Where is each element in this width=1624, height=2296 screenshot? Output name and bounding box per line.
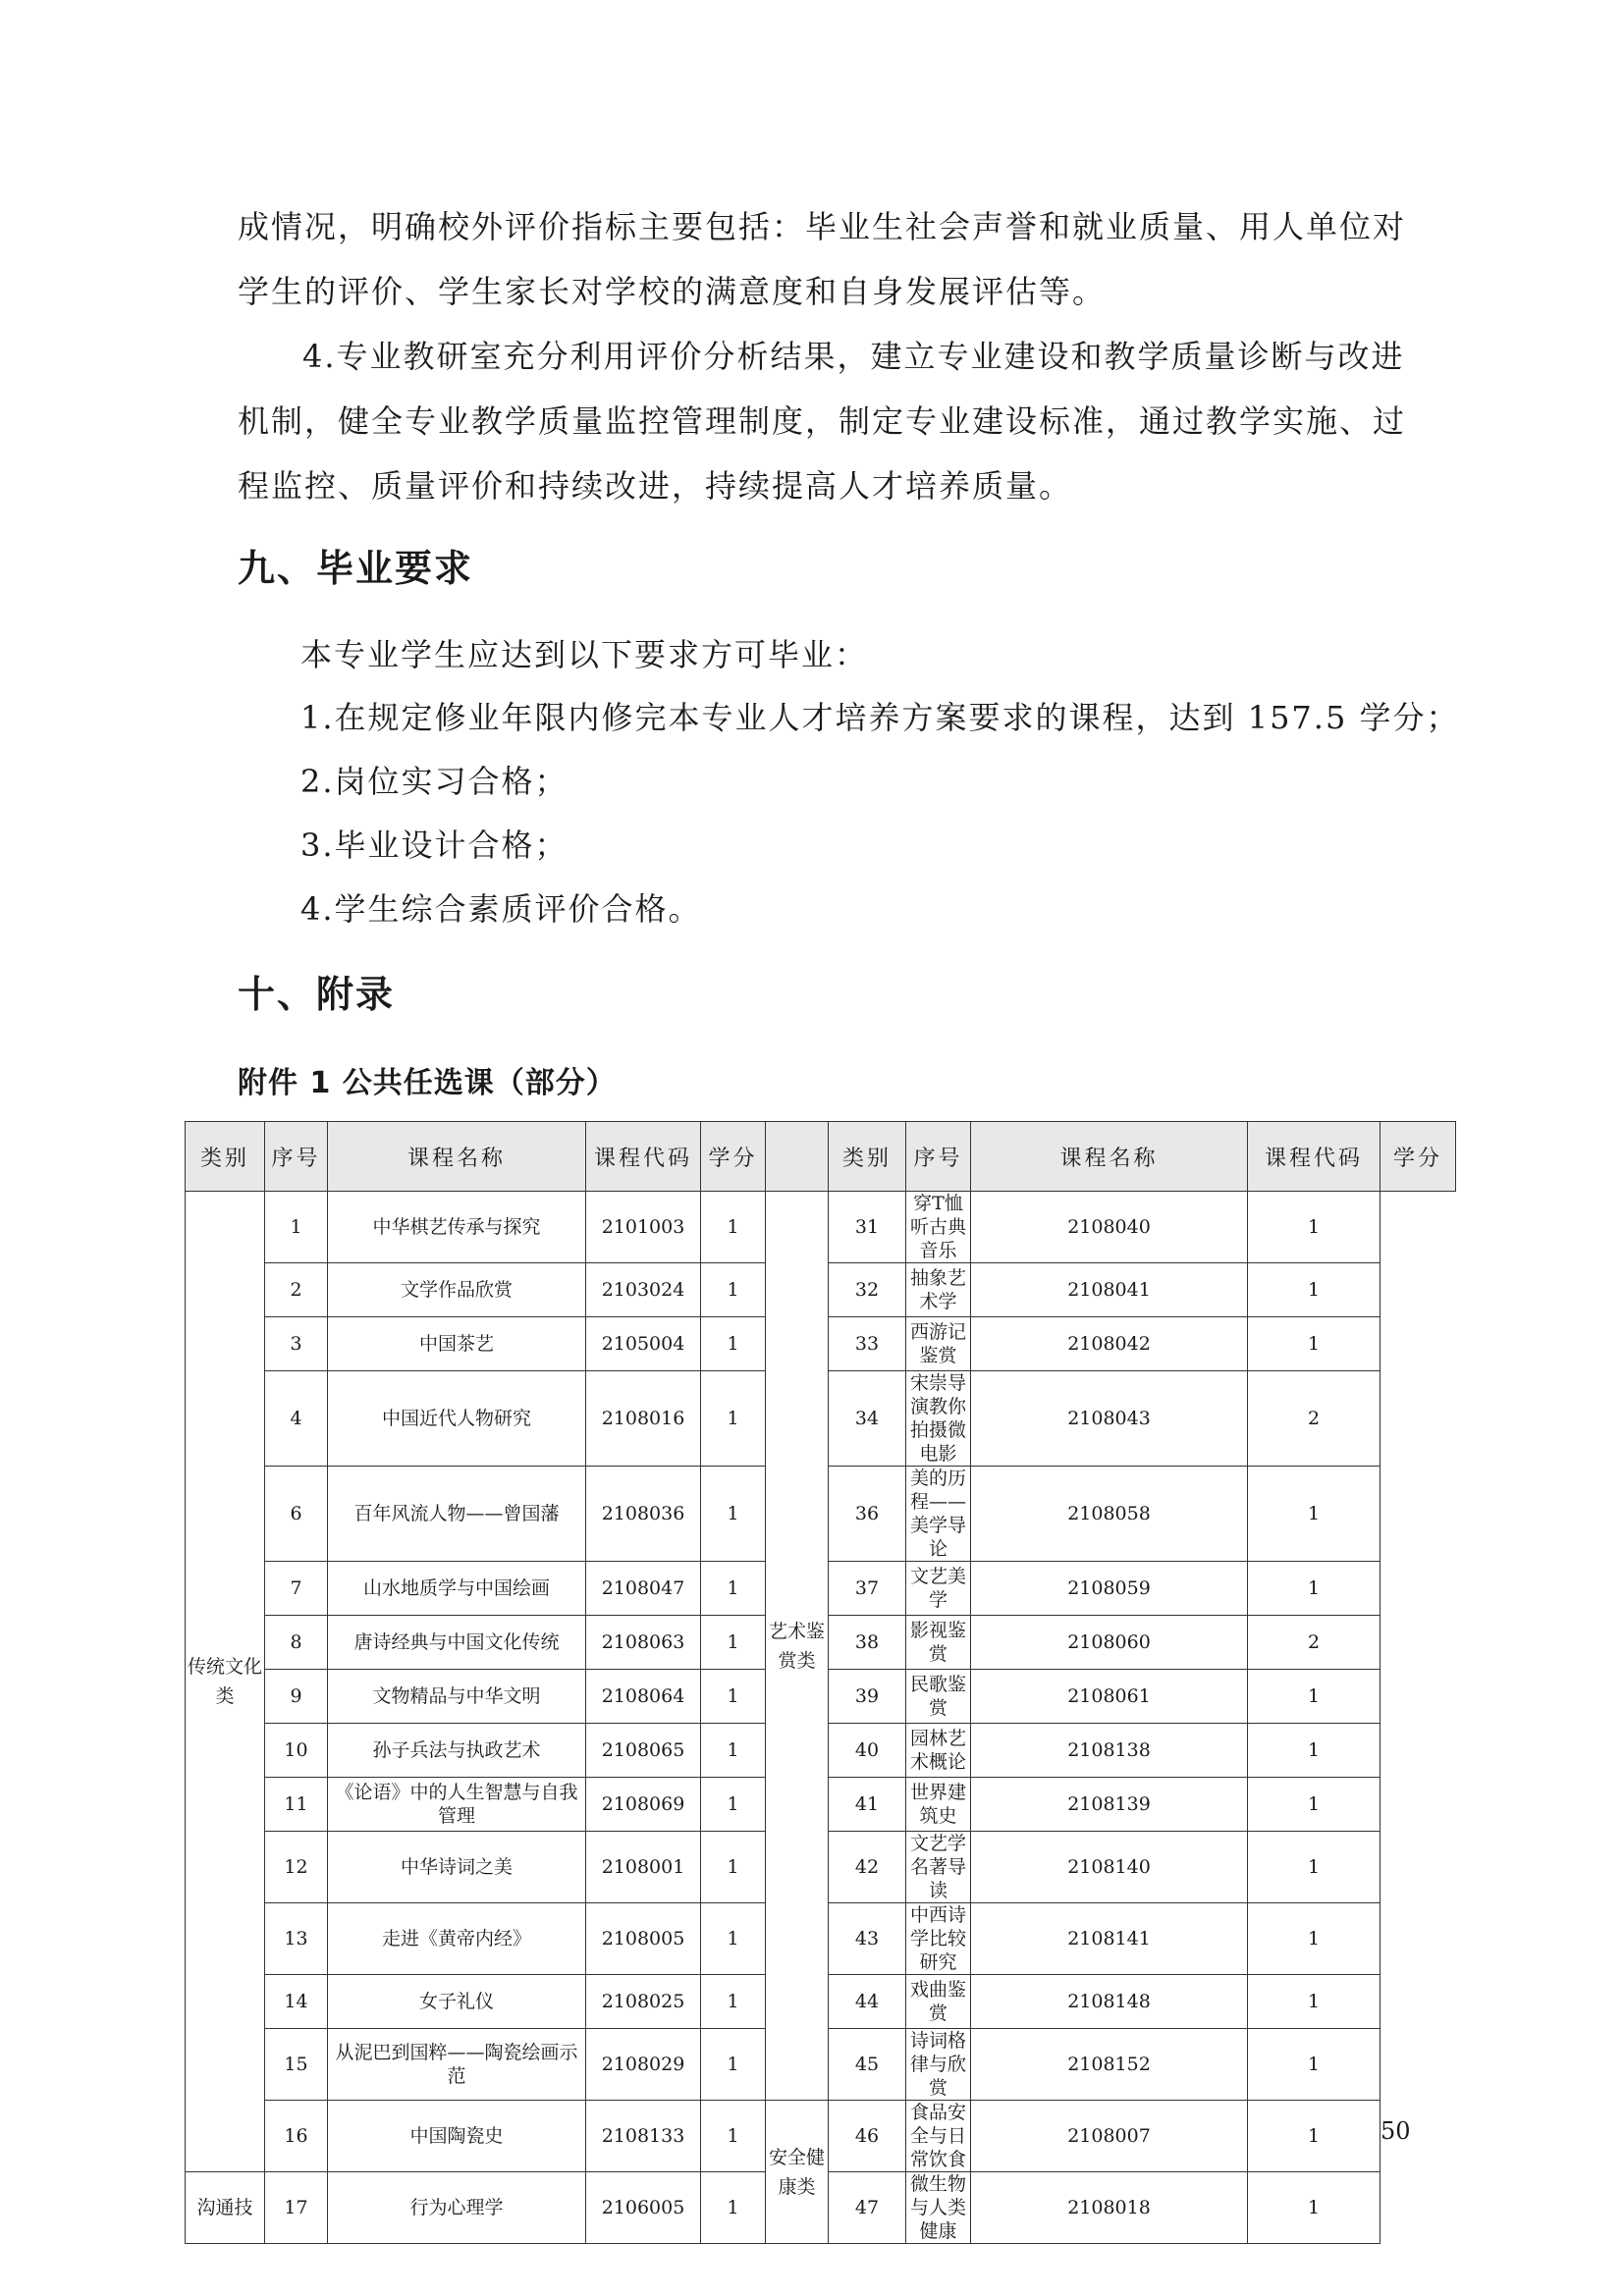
course-code: 2108025	[586, 1975, 701, 2029]
table-row	[186, 2101, 1456, 2172]
course-index: 31	[829, 1192, 906, 1263]
course-code: 2108005	[586, 1903, 701, 1975]
course-index: 13	[265, 1903, 328, 1975]
course-index: 12	[265, 1832, 328, 1903]
course-name: 诗词格律与欣赏	[906, 2029, 971, 2101]
course-credits: 1	[701, 1317, 766, 1371]
course-name: 抽象艺术学	[906, 1263, 971, 1317]
continuation-paragraph: 成情况，明确校外评价指标主要包括：毕业生社会声誉和就业质量、用人单位对学生的评价、学生家长对学校的满意度和自身发展评估等。	[238, 208, 1407, 310]
course-credits: 1	[701, 1263, 766, 1317]
course-credits: 1	[701, 1371, 766, 1467]
course-name: 文艺学名著导读	[906, 1832, 971, 1903]
course-name: 文艺美学	[906, 1562, 971, 1616]
course-code: 2108016	[586, 1371, 701, 1467]
course-code: 2105004	[586, 1317, 701, 1371]
course-name: 中国陶瓷史	[328, 2101, 586, 2172]
course-name: 穿T恤听古典音乐	[906, 1192, 971, 1263]
course-code: 2108065	[586, 1724, 701, 1778]
course-name: 《论语》中的人生智慧与自我管理	[328, 1778, 586, 1832]
course-name: 中华棋艺传承与探究	[328, 1192, 586, 1263]
course-name: 微生物与人类健康	[906, 2172, 971, 2244]
header-index: 序号	[906, 1122, 971, 1192]
course-name: 文学作品欣赏	[328, 1263, 586, 1317]
course-name: 民歌鉴赏	[906, 1670, 971, 1724]
header-category: 类别	[186, 1122, 265, 1192]
course-credits: 1	[1248, 2029, 1380, 2101]
course-name: 走进《黄帝内经》	[328, 1903, 586, 1975]
header-course-name: 课程名称	[328, 1122, 586, 1192]
course-credits: 1	[701, 2172, 766, 2244]
course-index: 34	[829, 1371, 906, 1467]
course-name: 宋崇导演教你拍摄微电影	[906, 1371, 971, 1467]
course-index: 32	[829, 1263, 906, 1317]
table-row	[186, 1192, 1456, 1263]
course-credits: 1	[1248, 1192, 1380, 1263]
attachment-title: 附件 1 公共任选课（部分）	[238, 1066, 617, 1100]
course-credits: 1	[701, 2029, 766, 2101]
course-index: 47	[829, 2172, 906, 2244]
course-name: 行为心理学	[328, 2172, 586, 2244]
course-code: 2108069	[586, 1778, 701, 1832]
course-code: 2108138	[971, 1724, 1248, 1778]
course-index: 37	[829, 1562, 906, 1616]
course-name: 园林艺术概论	[906, 1724, 971, 1778]
course-name: 中国近代人物研究	[328, 1371, 586, 1467]
requirement-item: 3.毕业设计合格；	[300, 827, 568, 864]
course-index: 4	[265, 1371, 328, 1467]
course-code: 2108152	[971, 2029, 1248, 2101]
course-code: 2108140	[971, 1832, 1248, 1903]
course-index: 10	[265, 1724, 328, 1778]
course-credits: 1	[701, 1832, 766, 1903]
course-credits: 1	[701, 1562, 766, 1616]
course-index: 41	[829, 1778, 906, 1832]
header-course-name: 课程名称	[971, 1122, 1248, 1192]
course-credits: 1	[701, 1616, 766, 1670]
course-name: 从泥巴到国粹——陶瓷绘画示范	[328, 2029, 586, 2101]
course-credits: 1	[701, 1975, 766, 2029]
course-code: 2108047	[586, 1562, 701, 1616]
course-name: 文物精品与中华文明	[328, 1670, 586, 1724]
evaluation-item-4: 4.专业教研室充分利用评价分析结果，建立专业建设和教学质量诊断与改进机制，健全专业教学质量监控管理制度，制定专业建设标准，通过教学实施、过程监控、质量评价和持续改进，持续提高人才培养质量。	[238, 338, 1407, 505]
course-credits: 1	[701, 2101, 766, 2172]
course-name: 世界建筑史	[906, 1778, 971, 1832]
table-header-row	[186, 1122, 1456, 1192]
course-index: 44	[829, 1975, 906, 2029]
course-index: 6	[265, 1467, 328, 1562]
course-code: 2108133	[586, 2101, 701, 2172]
course-name: 西游记鉴赏	[906, 1317, 971, 1371]
course-index: 46	[829, 2101, 906, 2172]
course-credits: 2	[1248, 1371, 1380, 1467]
category-safety-health: 安全健康类	[766, 2101, 829, 2244]
course-credits: 1	[1248, 1263, 1380, 1317]
course-index: 8	[265, 1616, 328, 1670]
course-name: 中华诗词之美	[328, 1832, 586, 1903]
course-name: 中国茶艺	[328, 1317, 586, 1371]
course-credits: 1	[1248, 1467, 1380, 1562]
course-index: 16	[265, 2101, 328, 2172]
section-heading-graduation-requirements: 九、毕业要求	[238, 547, 474, 590]
course-name: 山水地质学与中国绘画	[328, 1562, 586, 1616]
course-index: 1	[265, 1192, 328, 1263]
course-index: 2	[265, 1263, 328, 1317]
course-code: 2106005	[586, 2172, 701, 2244]
course-name: 戏曲鉴赏	[906, 1975, 971, 2029]
course-index: 11	[265, 1778, 328, 1832]
course-credits: 1	[1248, 1724, 1380, 1778]
elective-courses-table	[185, 1121, 1456, 2244]
course-code: 2108141	[971, 1903, 1248, 1975]
course-index: 7	[265, 1562, 328, 1616]
course-credits: 1	[701, 1778, 766, 1832]
course-code: 2108029	[586, 2029, 701, 2101]
course-code: 2108060	[971, 1616, 1248, 1670]
course-credits: 1	[701, 1903, 766, 1975]
course-index: 9	[265, 1670, 328, 1724]
course-credits: 1	[1248, 1317, 1380, 1371]
course-credits: 2	[1248, 1616, 1380, 1670]
table-divider-column	[766, 1122, 829, 1192]
course-code: 2101003	[586, 1192, 701, 1263]
course-credits: 1	[701, 1192, 766, 1263]
course-code: 2108063	[586, 1616, 701, 1670]
course-credits: 1	[701, 1467, 766, 1562]
category-art-appreciation: 艺术鉴赏类	[766, 1192, 829, 2101]
header-course-code: 课程代码	[586, 1122, 701, 1192]
course-credits: 1	[1248, 1903, 1380, 1975]
course-code: 2108148	[971, 1975, 1248, 2029]
requirements-intro: 本专业学生应达到以下要求方可毕业：	[300, 636, 869, 673]
course-index: 39	[829, 1670, 906, 1724]
course-credits: 1	[1248, 1832, 1380, 1903]
category-communication: 沟通技	[186, 2172, 265, 2244]
course-name: 百年风流人物——曾国藩	[328, 1467, 586, 1562]
header-index: 序号	[265, 1122, 328, 1192]
course-name: 中西诗学比较研究	[906, 1903, 971, 1975]
requirement-item: 4.学生综合素质评价合格。	[300, 890, 702, 928]
course-code: 2108007	[971, 2101, 1248, 2172]
course-code: 2108139	[971, 1778, 1248, 1832]
header-category: 类别	[829, 1122, 906, 1192]
course-name: 美的历程——美学导论	[906, 1467, 971, 1562]
course-code: 2108043	[971, 1371, 1248, 1467]
course-code: 2108061	[971, 1670, 1248, 1724]
course-index: 36	[829, 1467, 906, 1562]
course-credits: 1	[701, 1670, 766, 1724]
requirement-item: 1.在规定修业年限内修完本专业人才培养方案要求的课程，达到 157.5 学分；	[300, 699, 1460, 736]
course-code: 2108040	[971, 1192, 1248, 1263]
category-traditional-culture: 传统文化类	[186, 1192, 265, 2172]
course-index: 38	[829, 1616, 906, 1670]
course-code: 2108042	[971, 1317, 1248, 1371]
course-credits: 1	[1248, 1562, 1380, 1616]
course-code: 2108036	[586, 1467, 701, 1562]
course-code: 2108058	[971, 1467, 1248, 1562]
course-index: 33	[829, 1317, 906, 1371]
course-code: 2103024	[586, 1263, 701, 1317]
course-credits: 1	[1248, 1778, 1380, 1832]
course-code: 2108059	[971, 1562, 1248, 1616]
course-credits: 1	[701, 1724, 766, 1778]
course-credits: 1	[1248, 2101, 1380, 2172]
course-credits: 1	[1248, 1975, 1380, 2029]
course-name: 女子礼仪	[328, 1975, 586, 2029]
course-credits: 1	[1248, 2172, 1380, 2244]
course-index: 40	[829, 1724, 906, 1778]
course-index: 15	[265, 2029, 328, 2101]
course-name: 食品安全与日常饮食	[906, 2101, 971, 2172]
course-credits: 1	[1248, 1670, 1380, 1724]
course-index: 14	[265, 1975, 328, 2029]
course-code: 2108041	[971, 1263, 1248, 1317]
course-name: 影视鉴赏	[906, 1616, 971, 1670]
page-number: 50	[1380, 2117, 1411, 2145]
header-credits: 学分	[1380, 1122, 1456, 1192]
course-index: 43	[829, 1903, 906, 1975]
course-name: 唐诗经典与中国文化传统	[328, 1616, 586, 1670]
course-index: 17	[265, 2172, 328, 2244]
course-index: 42	[829, 1832, 906, 1903]
course-index: 45	[829, 2029, 906, 2101]
header-credits: 学分	[701, 1122, 766, 1192]
section-heading-appendix: 十、附录	[238, 973, 396, 1016]
header-course-code: 课程代码	[1248, 1122, 1380, 1192]
course-code: 2108018	[971, 2172, 1248, 2244]
course-name: 孙子兵法与执政艺术	[328, 1724, 586, 1778]
requirement-item: 2.岗位实习合格；	[300, 763, 568, 800]
course-code: 2108001	[586, 1832, 701, 1903]
course-code: 2108064	[586, 1670, 701, 1724]
course-index: 3	[265, 1317, 328, 1371]
